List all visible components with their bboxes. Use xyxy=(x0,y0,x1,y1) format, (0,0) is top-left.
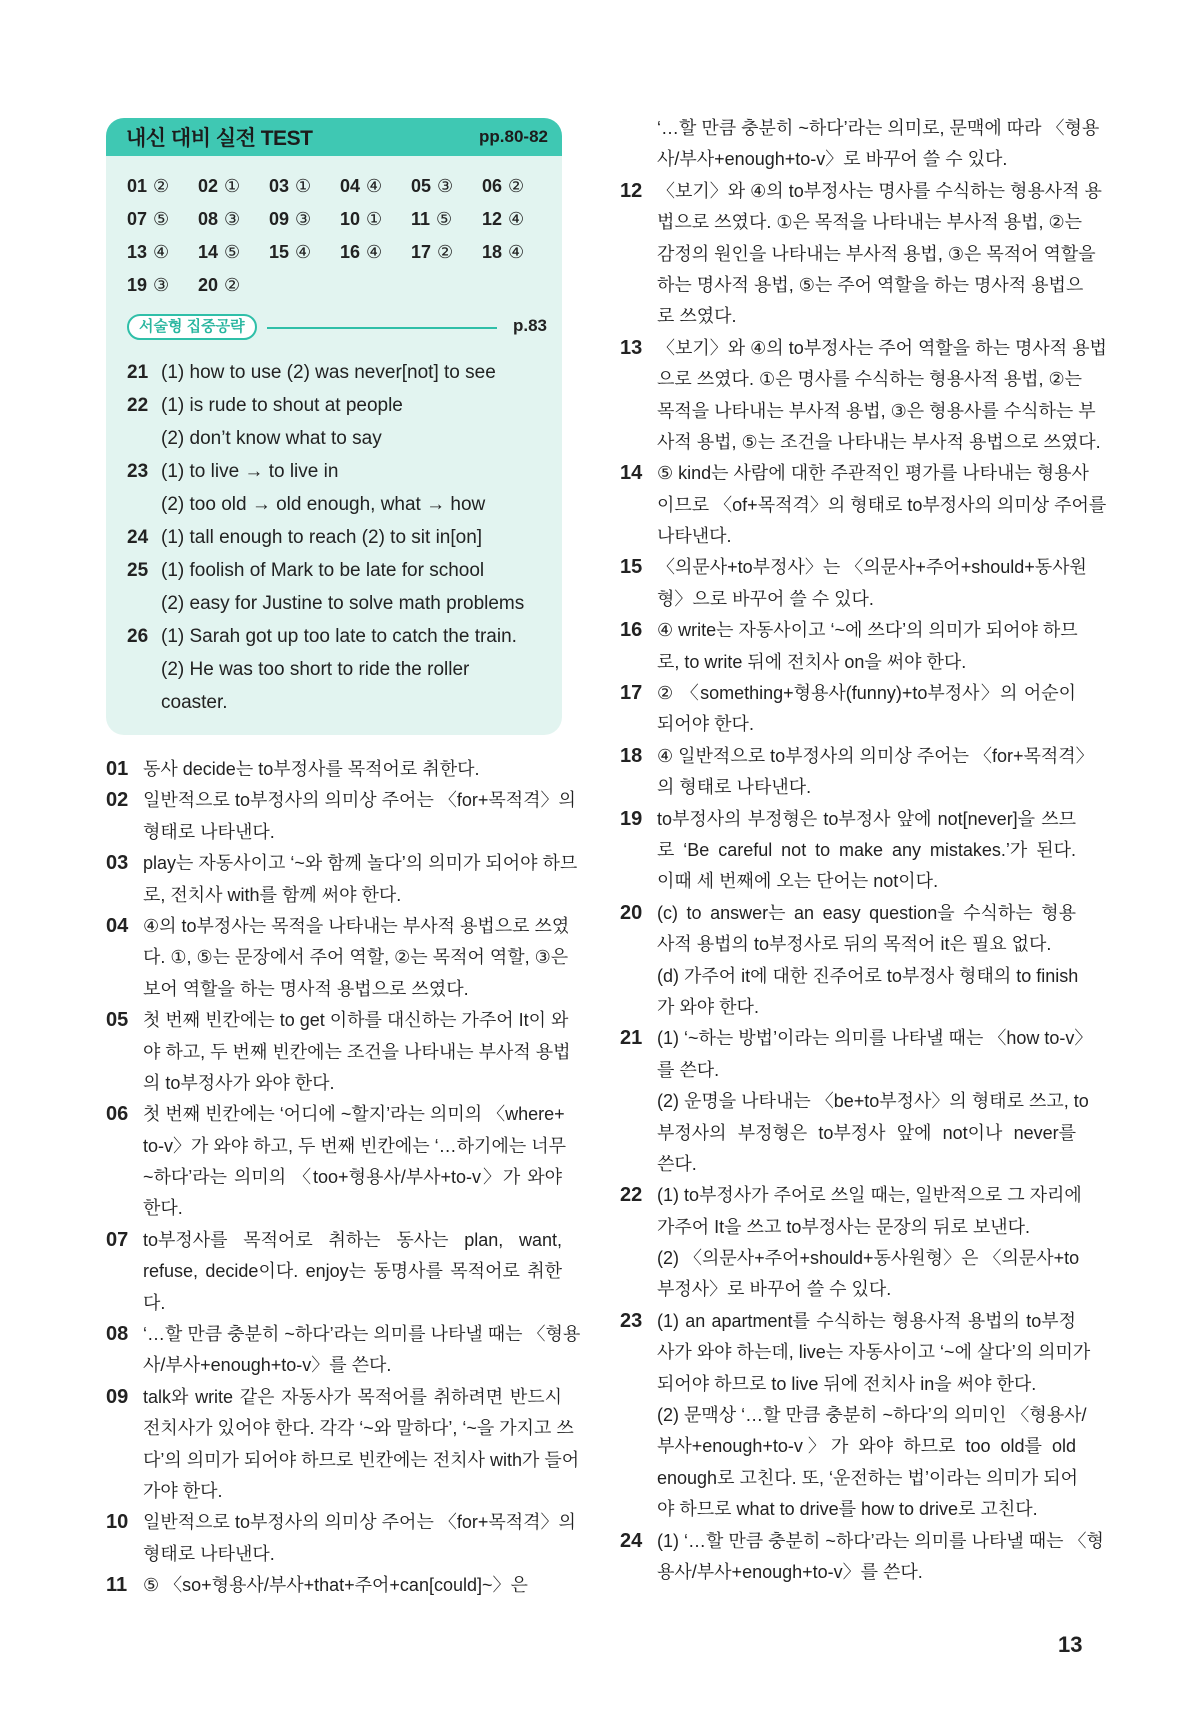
explanation-line: 부사+enough+to-v〉가 와야 하므로 too old를 old xyxy=(657,1436,1076,1457)
explanation-line: 첫 번째 빈칸에는 ‘어디에 ~할지’라는 의미의 〈where+ xyxy=(143,1104,565,1125)
question-number: 14 xyxy=(620,462,643,485)
subjective-answer-line xyxy=(127,686,547,719)
question-number: 20 xyxy=(620,901,643,924)
explanation-line: 가야 한다. xyxy=(143,1480,223,1501)
answer-number: 02 xyxy=(198,176,219,196)
explanation-line: ⑤ kind는 사람에 대한 주관적인 평가를 나타내는 형용사 xyxy=(657,463,1089,484)
page-number: 13 xyxy=(1058,1632,1083,1657)
question-number: 24 xyxy=(127,527,149,548)
explanation-line: 일반적으로 to부정사의 의미상 주어는 〈for+목적격〉의 xyxy=(143,1512,576,1533)
explanation-line: 다. xyxy=(143,1292,166,1313)
explanation-line: (2) 운명을 나타내는 〈be+to부정사〉의 형태로 쓰고, to xyxy=(657,1091,1089,1112)
subjective-answer-line xyxy=(127,521,547,554)
answer-cell xyxy=(269,174,340,198)
answer-number: 10 xyxy=(340,209,361,229)
explanation-line: 일반적으로 to부정사의 의미상 주어는 〈for+목적격〉의 xyxy=(143,790,576,811)
question-number: 09 xyxy=(106,1385,129,1408)
explanation-line: ② 〈something+형용사(funny)+to부정사〉의 어순이 xyxy=(657,683,1076,704)
explanation-item xyxy=(106,1382,580,1508)
answer-text: coaster. xyxy=(161,692,228,713)
explanation-line: 로 쓰였다. xyxy=(657,306,737,327)
explanations-left-column xyxy=(106,754,581,1602)
answer-number: 18 xyxy=(482,242,503,262)
subjective-answer-line xyxy=(127,653,547,686)
explanation-item xyxy=(620,333,1107,459)
question-number: 05 xyxy=(106,1009,129,1032)
answer-cell xyxy=(198,174,269,198)
answer-box-title xyxy=(126,122,312,152)
subjective-answer-line xyxy=(127,587,547,620)
explanation-line: 이때 세 번째에 오는 단어는 not이다. xyxy=(657,871,939,892)
answer-text: (1) how to use (2) was never[not] to see xyxy=(161,362,496,383)
answer-number: 13 xyxy=(127,242,148,262)
explanation-line: 쓴다. xyxy=(657,1153,697,1174)
explanation-line: 가주어 It을 쓰고 to부정사는 문장의 뒤로 보낸다. xyxy=(657,1216,1031,1237)
answer-box-header xyxy=(106,118,562,156)
answer-number: 08 xyxy=(198,209,219,229)
question-number: 01 xyxy=(106,758,129,780)
explanation-line: 로, to write 뒤에 전치사 on을 써야 한다. xyxy=(657,651,967,672)
title-light: 내신 대비 xyxy=(126,127,211,150)
answer-cell xyxy=(127,240,198,264)
explanation-item xyxy=(620,741,1094,804)
explanation-line: to부정사를 목적어로 취하는 동사는 plan, want, xyxy=(143,1229,562,1250)
answer-text: (1) foolish of Mark to be late for school xyxy=(161,560,485,581)
answer-cell xyxy=(127,207,198,231)
explanation-line: ④의 to부정사는 목적을 나타내는 부사적 용법으로 쓰였 xyxy=(143,915,570,936)
question-number: 06 xyxy=(106,1103,129,1126)
answer-number: 05 xyxy=(411,176,432,196)
question-number: 17 xyxy=(620,682,643,705)
question-number: 16 xyxy=(620,619,643,642)
explanation-item xyxy=(620,1180,1082,1306)
explanation-line: 로 ‘Be careful not to make any mistakes.’가 된다. xyxy=(657,839,1076,860)
explanation-item xyxy=(106,1570,562,1601)
explanation-line: ④ write는 자동사이고 ‘~에 쓰다’의 의미가 되어야 하므 xyxy=(657,620,1078,641)
answer-choice: ② xyxy=(437,242,454,262)
explanation-item xyxy=(106,848,578,911)
answer-number: 03 xyxy=(269,176,290,196)
explanation-item xyxy=(620,176,1102,333)
answer-text: (1) Sarah got up too late to catch the train. xyxy=(161,626,517,647)
question-number: 24 xyxy=(620,1529,643,1552)
explanation-line: (1) ‘…할 만큼 충분히 ~하다’라는 의미를 나타낼 때는 〈형 xyxy=(657,1530,1104,1551)
answer-choice: ④ xyxy=(366,176,383,196)
answer-choice: ④ xyxy=(508,242,525,262)
explanation-line: 용사/부사+enough+to-v〉를 쓴다. xyxy=(657,1561,923,1582)
explanation-item xyxy=(620,458,1107,552)
answer-number: 09 xyxy=(269,209,290,229)
answer-number: 19 xyxy=(127,275,148,295)
answer-cell xyxy=(411,240,482,264)
answer-number: 17 xyxy=(411,242,432,262)
answer-choice: ④ xyxy=(153,242,170,262)
section-divider xyxy=(127,314,547,340)
explanation-item xyxy=(106,1099,566,1225)
explanation-item xyxy=(106,1005,571,1099)
answer-choice: ① xyxy=(366,209,383,229)
explanation-line: 으로 쓰였다. ①은 명사를 수식하는 형용사적 용법, ②는 xyxy=(657,369,1083,390)
section-page: p.83 xyxy=(512,316,547,335)
answer-cell xyxy=(127,174,198,198)
multiple-choice-answers xyxy=(127,174,553,297)
explanation-line: 부정사〉로 바꾸어 쓸 수 있다. xyxy=(657,1279,892,1300)
explanation-line: ④ 일반적으로 to부정사의 의미상 주어는 〈for+목적격〉 xyxy=(657,745,1094,766)
answer-choice: ③ xyxy=(437,176,454,196)
question-number: 03 xyxy=(106,852,129,875)
divider-line xyxy=(267,327,497,329)
answer-choice: ⑤ xyxy=(436,209,453,229)
answer-choice: ④ xyxy=(366,242,383,262)
answer-cell xyxy=(340,240,411,264)
answer-cell xyxy=(411,174,482,198)
answer-number: 15 xyxy=(269,242,290,262)
explanation-line: 목적을 나타내는 부사적 용법, ③은 형용사를 수식하는 부 xyxy=(657,400,1096,421)
answer-number: 04 xyxy=(340,176,361,196)
explanation-line: enough로 고친다. 또, ‘운전하는 법’이라는 의미가 되어 xyxy=(657,1467,1079,1488)
explanation-line: 사적 용법, ⑤는 조건을 나타내는 부사적 용법으로 쓰였다. xyxy=(657,431,1101,452)
answer-choice: ⑤ xyxy=(153,209,170,229)
explanation-line: 이므로 〈of+목적격〉의 형태로 to부정사의 의미상 주어를 xyxy=(657,494,1107,515)
answer-summary-box xyxy=(106,118,562,735)
answer-cell xyxy=(482,174,553,198)
answer-number: 11 xyxy=(411,209,431,229)
explanation-line: (2) 〈의문사+주어+should+동사원형〉은 〈의문사+to xyxy=(657,1248,1080,1269)
answer-choice: ③ xyxy=(295,209,312,229)
question-number: 22 xyxy=(127,395,149,416)
answer-text: (2) easy for Justine to solve math problems xyxy=(161,593,525,614)
explanation-line: 형태로 나타낸다. xyxy=(143,1543,275,1564)
explanation-line: 되어야 하므로 to live 뒤에 전치사 in을 써야 한다. xyxy=(657,1373,1037,1394)
section-label-pill: 서술형 집중공략 xyxy=(127,314,257,340)
explanation-item xyxy=(620,552,1087,615)
answer-cell xyxy=(198,207,269,231)
explanation-line: (1) an apartment를 수식하는 형용사적 용법의 to부정 xyxy=(657,1310,1076,1331)
answer-text: (2) don’t know what to say xyxy=(161,428,382,449)
question-number: 18 xyxy=(620,744,643,767)
explanation-item xyxy=(106,911,570,1005)
explanation-line: 〈의문사+to부정사〉는 〈의문사+주어+should+동사원 xyxy=(657,557,1087,578)
answer-cell xyxy=(340,174,411,198)
explanation-item xyxy=(620,898,1079,1024)
explanation-item xyxy=(620,113,1100,176)
explanation-item xyxy=(620,804,1076,898)
answer-cell xyxy=(269,207,340,231)
answer-choice: ④ xyxy=(295,242,312,262)
answer-choice: ⑤ xyxy=(224,242,241,262)
answer-text: (1) tall enough to reach (2) to sit in[on] xyxy=(161,527,483,548)
explanation-line: 로, 전치사 with를 함께 써야 한다. xyxy=(143,884,402,905)
explanation-line: 의 형태로 나타낸다. xyxy=(657,777,812,798)
answer-cell xyxy=(127,273,198,297)
answer-cell xyxy=(411,207,482,231)
answer-text: (2) too old → old enough, what → how xyxy=(161,494,486,515)
explanation-item xyxy=(106,785,576,848)
subjective-answers xyxy=(127,356,547,719)
question-number: 23 xyxy=(127,461,149,482)
explanation-item xyxy=(106,1507,576,1570)
subjective-answer-line xyxy=(127,422,547,455)
explanation-item xyxy=(620,1306,1091,1526)
explanations-right-column xyxy=(620,113,1107,1588)
explanation-line: 감정의 원인을 나타내는 부사적 용법, ③은 목적어 역할을 xyxy=(657,243,1096,264)
explanation-line: 다’의 의미가 되어야 하므로 빈칸에는 전치사 with가 들어 xyxy=(143,1449,580,1470)
answer-box-pages: pp.80-82 xyxy=(479,127,548,146)
subjective-answer-line xyxy=(127,455,547,488)
explanation-line: (d) 가주어 it에 대한 진주어로 to부정사 형태의 to finish xyxy=(657,965,1079,986)
explanation-item xyxy=(106,1319,581,1382)
answer-number: 20 xyxy=(198,275,219,295)
explanation-line: ‘…할 만큼 충분히 ~하다’라는 의미를 나타낼 때는 〈형용 xyxy=(143,1324,581,1345)
explanation-line: ‘…할 만큼 충분히 ~하다’라는 의미로, 문맥에 따라 〈형용 xyxy=(657,118,1100,138)
explanation-line: (c) to answer는 an easy question을 수식하는 형용 xyxy=(657,902,1076,923)
explanation-line: 보어 역할을 하는 명사적 용법으로 쓰였다. xyxy=(143,978,469,999)
explanation-line: 〈보기〉와 ④의 to부정사는 명사를 수식하는 형용사적 용 xyxy=(657,180,1102,201)
explanation-line: 야 하고, 두 번째 빈칸에는 조건을 나타내는 부사적 용법 xyxy=(143,1041,571,1062)
explanation-line: 야 하므로 what to drive를 how to drive로 고친다. xyxy=(657,1499,1038,1520)
subjective-answer-line xyxy=(127,356,547,389)
explanation-line: refuse, decide이다. enjoy는 동명사를 목적어로 취한 xyxy=(143,1261,562,1282)
answer-cell xyxy=(482,207,553,231)
question-number: 12 xyxy=(620,179,643,202)
answer-cell xyxy=(269,240,340,264)
question-number: 21 xyxy=(127,362,149,383)
explanation-line: (1) ‘~하는 방법’이라는 의미를 나타낼 때는 〈how to-v〉 xyxy=(657,1028,1093,1049)
question-number: 21 xyxy=(620,1027,643,1050)
answer-number: 12 xyxy=(482,209,503,229)
explanation-line: 형〉으로 바꾸어 쓸 수 있다. xyxy=(657,588,874,609)
explanation-item xyxy=(620,1526,1104,1589)
subjective-answer-line xyxy=(127,554,547,587)
explanation-line: 〈보기〉와 ④의 to부정사는 주어 역할을 하는 명사적 용법 xyxy=(657,337,1107,358)
explanation-line: 전치사가 있어야 한다. 각각 ‘~와 말하다’, ‘~을 가지고 쓰 xyxy=(143,1418,574,1439)
explanation-line: ⑤ 〈so+형용사/부사+that+주어+can[could]~〉은 xyxy=(143,1575,528,1596)
explanation-line: to-v〉가 와야 하고, 두 번째 빈칸에는 ‘…하기에는 너무 xyxy=(143,1135,566,1156)
explanation-line: (2) 문맥상 ‘…할 만큼 충분히 ~하다’의 의미인 〈형용사/ xyxy=(657,1405,1087,1426)
answer-text: (1) is rude to shout at people xyxy=(161,395,403,416)
question-number: 10 xyxy=(106,1511,129,1534)
explanation-line: 사/부사+enough+to-v〉로 바꾸어 쓸 수 있다. xyxy=(657,149,1008,170)
explanation-item xyxy=(620,615,1076,678)
explanation-item xyxy=(106,754,562,785)
explanation-line: 법으로 쓰였다. ①은 목적을 나타내는 부사적 용법, ②는 xyxy=(657,212,1083,233)
explanation-line: 의 to부정사가 와야 한다. xyxy=(143,1072,335,1093)
explanation-line: 를 쓴다. xyxy=(657,1059,720,1080)
subjective-answer-line xyxy=(127,389,547,422)
answer-text: (2) He was too short to ride the roller xyxy=(161,659,470,680)
answer-number: 01 xyxy=(127,176,148,196)
explanation-line: talk와 write 같은 자동사가 목적어를 취하려면 반드시 xyxy=(143,1386,562,1407)
answer-number: 16 xyxy=(340,242,361,262)
explanation-line: 가 와야 한다. xyxy=(657,996,759,1017)
answer-choice: ③ xyxy=(224,209,241,229)
question-number: 19 xyxy=(620,807,643,830)
answer-choice: ② xyxy=(224,275,241,295)
question-number: 04 xyxy=(106,914,129,937)
question-number: 08 xyxy=(106,1323,129,1346)
answer-cell xyxy=(198,273,269,297)
explanation-item xyxy=(620,1023,1093,1180)
title-bold: 실전 TEST xyxy=(215,127,313,150)
subjective-answer-line xyxy=(127,620,547,653)
answer-choice: ② xyxy=(508,176,525,196)
question-number: 13 xyxy=(620,336,643,359)
explanation-line: 한다. xyxy=(143,1198,183,1219)
explanation-line: 나타낸다. xyxy=(657,526,732,547)
explanation-line: 동사 decide는 to부정사를 목적어로 취한다. xyxy=(143,759,480,779)
explanation-line: 사/부사+enough+to-v〉를 쓴다. xyxy=(143,1355,392,1376)
answer-number: 06 xyxy=(482,176,503,196)
answer-cell xyxy=(482,240,553,264)
explanation-line: ~하다’라는 의미의 〈too+형용사/부사+to-v〉가 와야 xyxy=(143,1167,562,1188)
explanation-line: 사적 용법의 to부정사로 뒤의 목적어 it은 필요 없다. xyxy=(657,934,1052,955)
answer-choice: ① xyxy=(224,176,241,196)
explanation-line: 사가 와야 하는데, live는 자동사이고 ‘~에 살다’의 의미가 xyxy=(657,1342,1091,1363)
question-number: 02 xyxy=(106,789,129,812)
question-number: 07 xyxy=(106,1228,129,1251)
explanation-line: 첫 번째 빈칸에는 to get 이하를 대신하는 가주어 It이 와 xyxy=(143,1010,569,1031)
explanation-line: 되어야 한다. xyxy=(657,714,754,735)
explanation-line: 부정사의 부정형은 to부정사 앞에 not이나 never를 xyxy=(657,1122,1076,1143)
answer-cell xyxy=(198,240,269,264)
explanation-line: 형태로 나타낸다. xyxy=(143,821,275,842)
answer-number: 07 xyxy=(127,209,148,229)
answer-text: (1) to live → to live in xyxy=(161,461,339,482)
answer-cell xyxy=(340,207,411,231)
subjective-answer-line xyxy=(127,488,547,521)
explanation-line: (1) to부정사가 주어로 쓰일 때는, 일반적으로 그 자리에 xyxy=(657,1185,1082,1206)
question-number: 23 xyxy=(620,1309,643,1332)
question-number: 26 xyxy=(127,626,149,647)
explanation-item xyxy=(106,1225,562,1319)
question-number: 25 xyxy=(127,560,149,581)
explanation-line: 다. ①, ⑤는 문장에서 주어 역할, ②는 목적어 역할, ③은 xyxy=(143,947,569,968)
explanation-line: play는 자동사이고 ‘~와 함께 놀다’의 의미가 되어야 하므 xyxy=(143,853,578,874)
question-number: 22 xyxy=(620,1184,643,1207)
answer-choice: ④ xyxy=(508,209,525,229)
question-number: 15 xyxy=(620,556,643,579)
explanation-line: to부정사의 부정형은 to부정사 앞에 not[never]을 쓰므 xyxy=(657,808,1076,829)
answer-choice: ② xyxy=(153,176,170,196)
explanation-line: 하는 명사적 용법, ⑤는 주어 역할을 하는 명사적 용법으 xyxy=(657,274,1084,295)
question-number: 11 xyxy=(106,1574,128,1597)
explanation-item xyxy=(620,678,1076,741)
answer-choice: ③ xyxy=(153,275,170,295)
answer-choice: ① xyxy=(295,176,312,196)
answer-number: 14 xyxy=(198,242,219,262)
